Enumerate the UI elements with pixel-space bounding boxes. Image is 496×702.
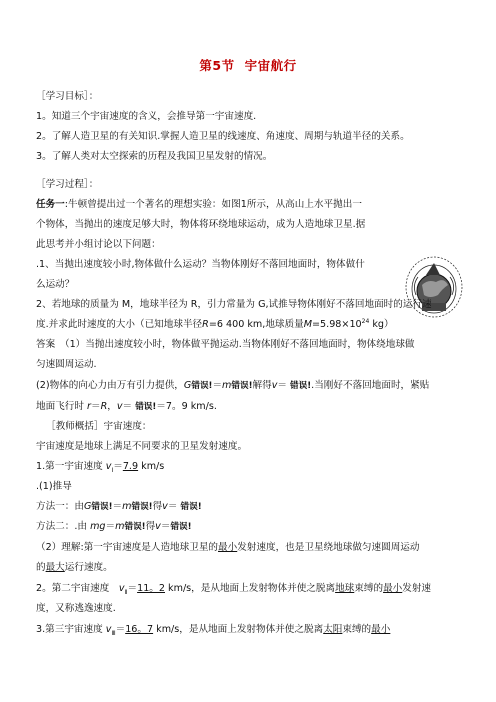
second-cosmic-velocity-line-2: 度，又称逃逸速度. <box>36 603 116 614</box>
method-1: 方法一：由G错误!＝m错误!得v＝ 错误! <box>36 501 202 512</box>
task-label: 任务一 <box>36 199 65 210</box>
understanding-line-1: （2）理解:第一宇宙速度是人造地球卫星的最小发射速度，也是卫星绕地球做匀速圆周运动 <box>36 542 420 553</box>
teacher-intro: 宇宙速度是地球上满足不同要求的卫星发射速度。 <box>36 441 248 452</box>
teacher-summary-header: ［教师概括］宇宙速度： <box>46 421 152 432</box>
answer-1-line-2: 匀速圆周运动. <box>36 359 97 370</box>
section-number: 第5节 <box>199 58 235 73</box>
third-cosmic-velocity: 3.第三宇宙速度 $v_Ⅲ=16$。7 km/s，是从地面上发射物体并使之脱离太阳束缚的最小 <box>36 624 391 637</box>
goal-item-2: 2。了解人造卫星的有关知识.掌握人造卫星的线速度、角速度、周期与轨道半径的关系。 <box>36 131 410 142</box>
answer-2-line-2: 地面飞行时 r＝R，v＝ 错误!＝7。9 km/s. <box>36 401 217 412</box>
answer-2-line-1: (2)物体的向心力由万有引力提供，G错误!＝m错误!解得v＝ 错误!.当刚好不落回地面时，紧贴 <box>36 380 430 391</box>
answer-1-line-1: 答案 （1）当抛出速度较小时，物体做平抛运动.当物体刚好不落回地面时，物体绕地球做 <box>36 339 415 350</box>
section-name: 宇宙航行 <box>244 58 297 73</box>
question-2-line-2: 度.并求此时速度的大小（已知地球半径R=6 400 km,地球质量$M=5.98\times 10^{24}$ kg） <box>36 317 394 330</box>
method-2: 方法二：.由 mg＝m错误!得v＝错误! <box>36 521 192 532</box>
task-line-2: 个物体，当抛出的速度足够大时，物体将环绕地球运动，成为人造地球卫星.据 <box>36 219 366 230</box>
second-cosmic-velocity-line-1: 2。第二宇宙速度 $v_Ⅱ=11$。2 km/s，是从地面上发射物体并使之脱离地球束缚的最小发射速 <box>36 583 432 596</box>
goal-item-3: 3。了解人类对太空探索的历程及我国卫星发射的情况。 <box>36 151 273 162</box>
understanding-line-2: 的最大运行速度。 <box>36 562 113 573</box>
derive-heading: .(1)推导 <box>36 481 72 492</box>
question-2-line-1: 2、若地球的质量为 M，地球半径为 R，引力常量为 G,试推导物体刚好不落回地面时的运行速 <box>36 299 432 310</box>
question-1-line-1: .1、当抛出速度较小时,物体做什么运动？当物体刚好不落回地面时，物体做什 <box>36 259 365 270</box>
goal-item-1: 1。知道三个宇宙速度的含义，会推导第一宇宙速度. <box>36 111 257 122</box>
page-title <box>0 56 496 74</box>
first-cosmic-velocity: 1.第一宇宙速度 $v_Ⅰ=7.9$ km/s <box>36 461 165 474</box>
question-1-line-2: 么运动？ <box>36 279 75 290</box>
goals-header: ［学习目标］： <box>36 91 99 102</box>
process-header: ［学习过程］： <box>36 179 99 190</box>
task-line-1: 任务一:牛顿曾提出过一个著名的理想实验：如图1所示，从高山上水平抛出一 <box>36 199 362 210</box>
task-line-3: 此思考并小组讨论以下问题： <box>36 239 161 250</box>
